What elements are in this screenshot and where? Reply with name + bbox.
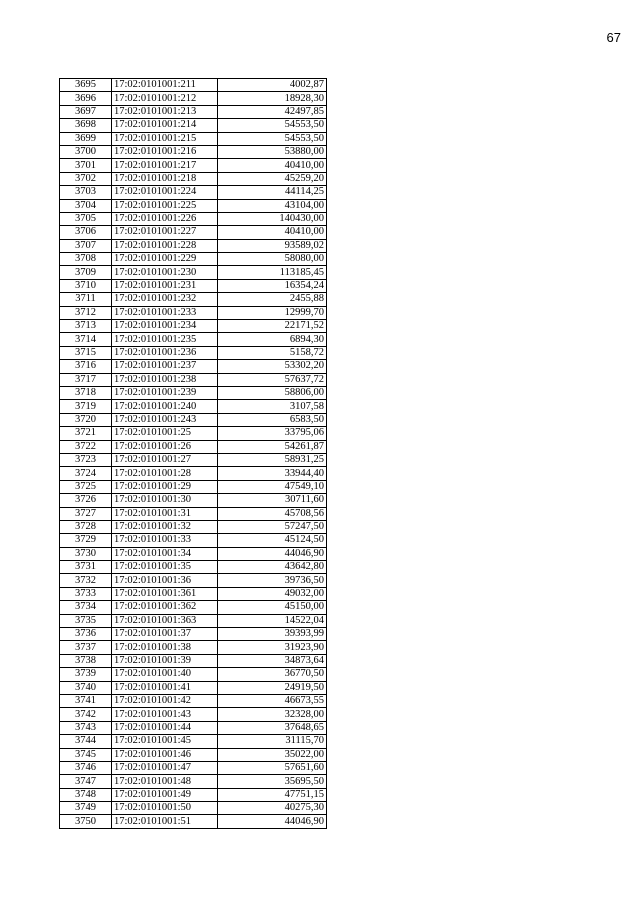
table-row bbox=[60, 681, 327, 694]
table-row bbox=[60, 346, 327, 359]
cadastral-number-cell: 17:02:0101001:237 bbox=[112, 360, 218, 373]
row-number-cell: 3725 bbox=[60, 480, 112, 493]
table-row bbox=[60, 761, 327, 774]
row-number-cell: 3702 bbox=[60, 172, 112, 185]
cadastral-number-cell: 17:02:0101001:233 bbox=[112, 306, 218, 319]
cadastral-number-cell: 17:02:0101001:35 bbox=[112, 561, 218, 574]
value-cell: 42497,85 bbox=[218, 105, 327, 118]
table-row bbox=[60, 628, 327, 641]
table-row bbox=[60, 386, 327, 399]
cadastral-number-cell: 17:02:0101001:36 bbox=[112, 574, 218, 587]
table-row bbox=[60, 694, 327, 707]
cadastral-number-cell: 17:02:0101001:236 bbox=[112, 346, 218, 359]
cadastral-number-cell: 17:02:0101001:43 bbox=[112, 708, 218, 721]
cadastral-number-cell: 17:02:0101001:49 bbox=[112, 788, 218, 801]
value-cell: 44114,25 bbox=[218, 186, 327, 199]
row-number-cell: 3709 bbox=[60, 266, 112, 279]
table-row bbox=[60, 293, 327, 306]
row-number-cell: 3742 bbox=[60, 708, 112, 721]
row-number-cell: 3722 bbox=[60, 440, 112, 453]
row-number-cell: 3720 bbox=[60, 413, 112, 426]
value-cell: 47549,10 bbox=[218, 480, 327, 493]
parcel-table-body bbox=[60, 79, 327, 829]
row-number-cell: 3721 bbox=[60, 427, 112, 440]
cadastral-number-cell: 17:02:0101001:234 bbox=[112, 320, 218, 333]
row-number-cell: 3713 bbox=[60, 320, 112, 333]
value-cell: 53880,00 bbox=[218, 145, 327, 158]
value-cell: 30711,60 bbox=[218, 494, 327, 507]
cadastral-number-cell: 17:02:0101001:51 bbox=[112, 815, 218, 828]
table-row bbox=[60, 748, 327, 761]
row-number-cell: 3708 bbox=[60, 253, 112, 266]
cadastral-number-cell: 17:02:0101001:211 bbox=[112, 79, 218, 92]
cadastral-number-cell: 17:02:0101001:227 bbox=[112, 226, 218, 239]
cadastral-number-cell: 17:02:0101001:48 bbox=[112, 775, 218, 788]
row-number-cell: 3695 bbox=[60, 79, 112, 92]
row-number-cell: 3727 bbox=[60, 507, 112, 520]
row-number-cell: 3728 bbox=[60, 520, 112, 533]
row-number-cell: 3730 bbox=[60, 547, 112, 560]
value-cell: 113185,45 bbox=[218, 266, 327, 279]
cadastral-number-cell: 17:02:0101001:27 bbox=[112, 453, 218, 466]
table-row bbox=[60, 467, 327, 480]
cadastral-number-cell: 17:02:0101001:31 bbox=[112, 507, 218, 520]
value-cell: 54553,50 bbox=[218, 132, 327, 145]
table-row bbox=[60, 453, 327, 466]
table-row bbox=[60, 266, 327, 279]
table-row bbox=[60, 373, 327, 386]
cadastral-number-cell: 17:02:0101001:230 bbox=[112, 266, 218, 279]
table-row bbox=[60, 306, 327, 319]
value-cell: 14522,04 bbox=[218, 614, 327, 627]
cadastral-number-cell: 17:02:0101001:42 bbox=[112, 694, 218, 707]
value-cell: 16354,24 bbox=[218, 279, 327, 292]
value-cell: 44046,90 bbox=[218, 547, 327, 560]
row-number-cell: 3729 bbox=[60, 534, 112, 547]
row-number-cell: 3699 bbox=[60, 132, 112, 145]
value-cell: 37648,65 bbox=[218, 721, 327, 734]
row-number-cell: 3700 bbox=[60, 145, 112, 158]
cadastral-number-cell: 17:02:0101001:362 bbox=[112, 601, 218, 614]
parcel-table bbox=[59, 78, 327, 829]
table-row bbox=[60, 815, 327, 828]
row-number-cell: 3697 bbox=[60, 105, 112, 118]
row-number-cell: 3748 bbox=[60, 788, 112, 801]
cadastral-number-cell: 17:02:0101001:25 bbox=[112, 427, 218, 440]
cadastral-number-cell: 17:02:0101001:212 bbox=[112, 92, 218, 105]
cadastral-number-cell: 17:02:0101001:45 bbox=[112, 735, 218, 748]
table-row bbox=[60, 507, 327, 520]
value-cell: 35022,00 bbox=[218, 748, 327, 761]
value-cell: 40410,00 bbox=[218, 226, 327, 239]
value-cell: 93589,02 bbox=[218, 239, 327, 252]
table-row bbox=[60, 159, 327, 172]
value-cell: 32328,00 bbox=[218, 708, 327, 721]
table-row bbox=[60, 186, 327, 199]
table-row bbox=[60, 119, 327, 132]
row-number-cell: 3743 bbox=[60, 721, 112, 734]
cadastral-number-cell: 17:02:0101001:229 bbox=[112, 253, 218, 266]
row-number-cell: 3745 bbox=[60, 748, 112, 761]
row-number-cell: 3707 bbox=[60, 239, 112, 252]
table-row bbox=[60, 145, 327, 158]
value-cell: 43642,80 bbox=[218, 561, 327, 574]
cadastral-number-cell: 17:02:0101001:235 bbox=[112, 333, 218, 346]
cadastral-number-cell: 17:02:0101001:47 bbox=[112, 761, 218, 774]
cadastral-number-cell: 17:02:0101001:228 bbox=[112, 239, 218, 252]
cadastral-number-cell: 17:02:0101001:41 bbox=[112, 681, 218, 694]
row-number-cell: 3735 bbox=[60, 614, 112, 627]
row-number-cell: 3717 bbox=[60, 373, 112, 386]
cadastral-number-cell: 17:02:0101001:243 bbox=[112, 413, 218, 426]
table-row bbox=[60, 614, 327, 627]
table-row bbox=[60, 587, 327, 600]
row-number-cell: 3738 bbox=[60, 654, 112, 667]
cadastral-number-cell: 17:02:0101001:238 bbox=[112, 373, 218, 386]
cadastral-number-cell: 17:02:0101001:226 bbox=[112, 212, 218, 225]
cadastral-number-cell: 17:02:0101001:213 bbox=[112, 105, 218, 118]
cadastral-number-cell: 17:02:0101001:28 bbox=[112, 467, 218, 480]
value-cell: 34873,64 bbox=[218, 654, 327, 667]
table-row bbox=[60, 172, 327, 185]
row-number-cell: 3712 bbox=[60, 306, 112, 319]
value-cell: 24919,50 bbox=[218, 681, 327, 694]
value-cell: 31923,90 bbox=[218, 641, 327, 654]
cadastral-number-cell: 17:02:0101001:232 bbox=[112, 293, 218, 306]
cadastral-number-cell: 17:02:0101001:29 bbox=[112, 480, 218, 493]
row-number-cell: 3747 bbox=[60, 775, 112, 788]
cadastral-number-cell: 17:02:0101001:34 bbox=[112, 547, 218, 560]
row-number-cell: 3741 bbox=[60, 694, 112, 707]
value-cell: 58080,00 bbox=[218, 253, 327, 266]
cadastral-number-cell: 17:02:0101001:239 bbox=[112, 386, 218, 399]
row-number-cell: 3734 bbox=[60, 601, 112, 614]
row-number-cell: 3733 bbox=[60, 587, 112, 600]
value-cell: 45124,50 bbox=[218, 534, 327, 547]
table-row bbox=[60, 480, 327, 493]
cadastral-number-cell: 17:02:0101001:44 bbox=[112, 721, 218, 734]
value-cell: 54261,87 bbox=[218, 440, 327, 453]
row-number-cell: 3749 bbox=[60, 802, 112, 815]
row-number-cell: 3715 bbox=[60, 346, 112, 359]
value-cell: 6583,50 bbox=[218, 413, 327, 426]
value-cell: 33795,06 bbox=[218, 427, 327, 440]
table-row bbox=[60, 79, 327, 92]
value-cell: 6894,30 bbox=[218, 333, 327, 346]
value-cell: 57651,60 bbox=[218, 761, 327, 774]
cadastral-number-cell: 17:02:0101001:224 bbox=[112, 186, 218, 199]
value-cell: 44046,90 bbox=[218, 815, 327, 828]
table-row bbox=[60, 788, 327, 801]
value-cell: 40275,30 bbox=[218, 802, 327, 815]
table-row bbox=[60, 239, 327, 252]
cadastral-number-cell: 17:02:0101001:225 bbox=[112, 199, 218, 212]
table-row bbox=[60, 494, 327, 507]
cadastral-number-cell: 17:02:0101001:39 bbox=[112, 654, 218, 667]
value-cell: 45708,56 bbox=[218, 507, 327, 520]
table-row bbox=[60, 520, 327, 533]
table-row bbox=[60, 721, 327, 734]
table-row bbox=[60, 654, 327, 667]
table-row bbox=[60, 440, 327, 453]
row-number-cell: 3744 bbox=[60, 735, 112, 748]
table-row bbox=[60, 574, 327, 587]
value-cell: 22171,52 bbox=[218, 320, 327, 333]
table-row bbox=[60, 708, 327, 721]
row-number-cell: 3704 bbox=[60, 199, 112, 212]
table-row bbox=[60, 212, 327, 225]
cadastral-number-cell: 17:02:0101001:33 bbox=[112, 534, 218, 547]
value-cell: 3107,58 bbox=[218, 400, 327, 413]
cadastral-number-cell: 17:02:0101001:30 bbox=[112, 494, 218, 507]
value-cell: 40410,00 bbox=[218, 159, 327, 172]
table-row bbox=[60, 413, 327, 426]
cadastral-number-cell: 17:02:0101001:214 bbox=[112, 119, 218, 132]
table-row bbox=[60, 534, 327, 547]
value-cell: 49032,00 bbox=[218, 587, 327, 600]
value-cell: 57247,50 bbox=[218, 520, 327, 533]
row-number-cell: 3698 bbox=[60, 119, 112, 132]
page-number: 67 bbox=[606, 30, 621, 45]
table-row bbox=[60, 320, 327, 333]
table-row bbox=[60, 802, 327, 815]
row-number-cell: 3731 bbox=[60, 561, 112, 574]
value-cell: 39736,50 bbox=[218, 574, 327, 587]
value-cell: 12999,70 bbox=[218, 306, 327, 319]
cadastral-number-cell: 17:02:0101001:218 bbox=[112, 172, 218, 185]
value-cell: 47751,15 bbox=[218, 788, 327, 801]
table-row bbox=[60, 775, 327, 788]
cadastral-number-cell: 17:02:0101001:217 bbox=[112, 159, 218, 172]
row-number-cell: 3723 bbox=[60, 453, 112, 466]
cadastral-number-cell: 17:02:0101001:26 bbox=[112, 440, 218, 453]
value-cell: 57637,72 bbox=[218, 373, 327, 386]
value-cell: 36770,50 bbox=[218, 668, 327, 681]
cadastral-number-cell: 17:02:0101001:363 bbox=[112, 614, 218, 627]
row-number-cell: 3740 bbox=[60, 681, 112, 694]
table-row bbox=[60, 360, 327, 373]
cadastral-number-cell: 17:02:0101001:231 bbox=[112, 279, 218, 292]
cadastral-number-cell: 17:02:0101001:50 bbox=[112, 802, 218, 815]
value-cell: 2455,88 bbox=[218, 293, 327, 306]
table-row bbox=[60, 427, 327, 440]
cadastral-number-cell: 17:02:0101001:37 bbox=[112, 628, 218, 641]
row-number-cell: 3724 bbox=[60, 467, 112, 480]
row-number-cell: 3716 bbox=[60, 360, 112, 373]
value-cell: 54553,50 bbox=[218, 119, 327, 132]
row-number-cell: 3726 bbox=[60, 494, 112, 507]
table-row bbox=[60, 641, 327, 654]
table-row bbox=[60, 226, 327, 239]
row-number-cell: 3732 bbox=[60, 574, 112, 587]
row-number-cell: 3719 bbox=[60, 400, 112, 413]
table-row bbox=[60, 561, 327, 574]
value-cell: 35695,50 bbox=[218, 775, 327, 788]
row-number-cell: 3711 bbox=[60, 293, 112, 306]
value-cell: 4002,87 bbox=[218, 79, 327, 92]
value-cell: 140430,00 bbox=[218, 212, 327, 225]
table-row bbox=[60, 601, 327, 614]
row-number-cell: 3737 bbox=[60, 641, 112, 654]
row-number-cell: 3714 bbox=[60, 333, 112, 346]
table-row bbox=[60, 279, 327, 292]
table-row bbox=[60, 199, 327, 212]
row-number-cell: 3696 bbox=[60, 92, 112, 105]
value-cell: 18928,30 bbox=[218, 92, 327, 105]
row-number-cell: 3746 bbox=[60, 761, 112, 774]
value-cell: 5158,72 bbox=[218, 346, 327, 359]
row-number-cell: 3703 bbox=[60, 186, 112, 199]
value-cell: 58931,25 bbox=[218, 453, 327, 466]
value-cell: 43104,00 bbox=[218, 199, 327, 212]
table-row bbox=[60, 547, 327, 560]
table-row bbox=[60, 92, 327, 105]
value-cell: 45150,00 bbox=[218, 601, 327, 614]
table-row bbox=[60, 253, 327, 266]
cadastral-number-cell: 17:02:0101001:38 bbox=[112, 641, 218, 654]
cadastral-number-cell: 17:02:0101001:216 bbox=[112, 145, 218, 158]
value-cell: 53302,20 bbox=[218, 360, 327, 373]
table-row bbox=[60, 132, 327, 145]
table-row bbox=[60, 668, 327, 681]
table-row bbox=[60, 735, 327, 748]
cadastral-number-cell: 17:02:0101001:40 bbox=[112, 668, 218, 681]
row-number-cell: 3705 bbox=[60, 212, 112, 225]
row-number-cell: 3706 bbox=[60, 226, 112, 239]
row-number-cell: 3736 bbox=[60, 628, 112, 641]
row-number-cell: 3739 bbox=[60, 668, 112, 681]
value-cell: 39393,99 bbox=[218, 628, 327, 641]
cadastral-number-cell: 17:02:0101001:215 bbox=[112, 132, 218, 145]
value-cell: 45259,20 bbox=[218, 172, 327, 185]
cadastral-number-cell: 17:02:0101001:240 bbox=[112, 400, 218, 413]
value-cell: 46673,55 bbox=[218, 694, 327, 707]
value-cell: 33944,40 bbox=[218, 467, 327, 480]
table-row bbox=[60, 333, 327, 346]
cadastral-number-cell: 17:02:0101001:32 bbox=[112, 520, 218, 533]
cadastral-number-cell: 17:02:0101001:46 bbox=[112, 748, 218, 761]
value-cell: 31115,70 bbox=[218, 735, 327, 748]
table-row bbox=[60, 400, 327, 413]
row-number-cell: 3750 bbox=[60, 815, 112, 828]
value-cell: 58806,00 bbox=[218, 386, 327, 399]
table-row bbox=[60, 105, 327, 118]
row-number-cell: 3718 bbox=[60, 386, 112, 399]
row-number-cell: 3710 bbox=[60, 279, 112, 292]
row-number-cell: 3701 bbox=[60, 159, 112, 172]
cadastral-number-cell: 17:02:0101001:361 bbox=[112, 587, 218, 600]
